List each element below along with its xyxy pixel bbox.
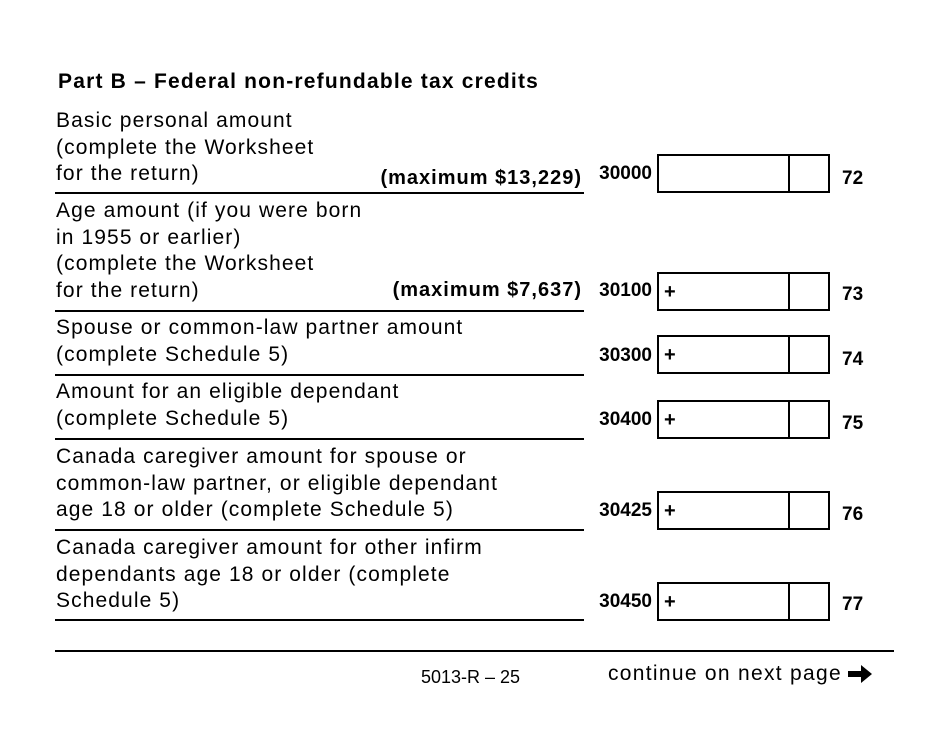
line-code: 30100 <box>599 280 652 301</box>
maximum-note: (maximum $7,637) <box>392 279 582 301</box>
line-description: Age amount (if you were born in 1955 or earlier) (complete the Worksheet for the return) <box>56 199 363 302</box>
line-description: Amount for an eligible dependant (complete Schedule 5) <box>56 380 400 430</box>
footer-rule <box>55 650 894 652</box>
line-code: 30450 <box>599 591 652 612</box>
line-underline <box>55 619 584 621</box>
page-number: 5013-R – 25 <box>421 667 521 687</box>
line-description: Spouse or common-law partner amount (complete Schedule 5) <box>56 316 464 366</box>
line-underline <box>55 438 584 440</box>
line-number: 77 <box>842 594 864 615</box>
maximum-note: (maximum $13,229) <box>380 167 582 189</box>
continue-link[interactable] <box>608 662 874 686</box>
line-underline <box>55 192 584 194</box>
arrow-right-icon <box>846 662 874 686</box>
cents-divider <box>788 337 790 372</box>
line-code: 30300 <box>599 345 652 366</box>
line-code: 30000 <box>599 163 652 184</box>
cents-divider <box>788 402 790 437</box>
continue-text: continue on next page <box>608 662 842 685</box>
cents-divider <box>788 156 790 191</box>
sign: + <box>664 500 676 522</box>
line-description: Canada caregiver amount for other infirm dependants age 18 or older (complete Schedule 5) <box>56 536 483 612</box>
line-underline <box>55 374 584 376</box>
cents-divider <box>788 584 790 619</box>
sign: + <box>664 281 676 303</box>
line-underline <box>55 529 584 531</box>
sign: + <box>664 591 676 613</box>
amount-input[interactable] <box>657 272 830 311</box>
amount-input[interactable] <box>657 154 830 193</box>
line-description: Canada caregiver amount for spouse or common-law partner, or eligible dependant age 18 or older (complete Schedule 5) <box>56 445 498 521</box>
amount-input[interactable] <box>657 335 830 374</box>
line-code: 30400 <box>599 409 652 430</box>
line-underline <box>55 310 584 312</box>
line-description: Basic personal amount (complete the Worksheet for the return) <box>56 109 315 185</box>
amount-input[interactable] <box>657 582 830 621</box>
amount-input[interactable] <box>657 491 830 530</box>
amount-input[interactable] <box>657 400 830 439</box>
line-number: 73 <box>842 284 864 305</box>
sign: + <box>664 344 676 366</box>
line-number: 75 <box>842 413 864 434</box>
cents-divider <box>788 493 790 528</box>
line-code: 30425 <box>599 500 652 521</box>
sign: + <box>664 409 676 431</box>
section-title: Part B – Federal non-refundable tax credits <box>58 70 540 93</box>
line-number: 76 <box>842 504 864 525</box>
line-number: 74 <box>842 349 864 370</box>
cents-divider <box>788 274 790 309</box>
line-number: 72 <box>842 168 864 189</box>
